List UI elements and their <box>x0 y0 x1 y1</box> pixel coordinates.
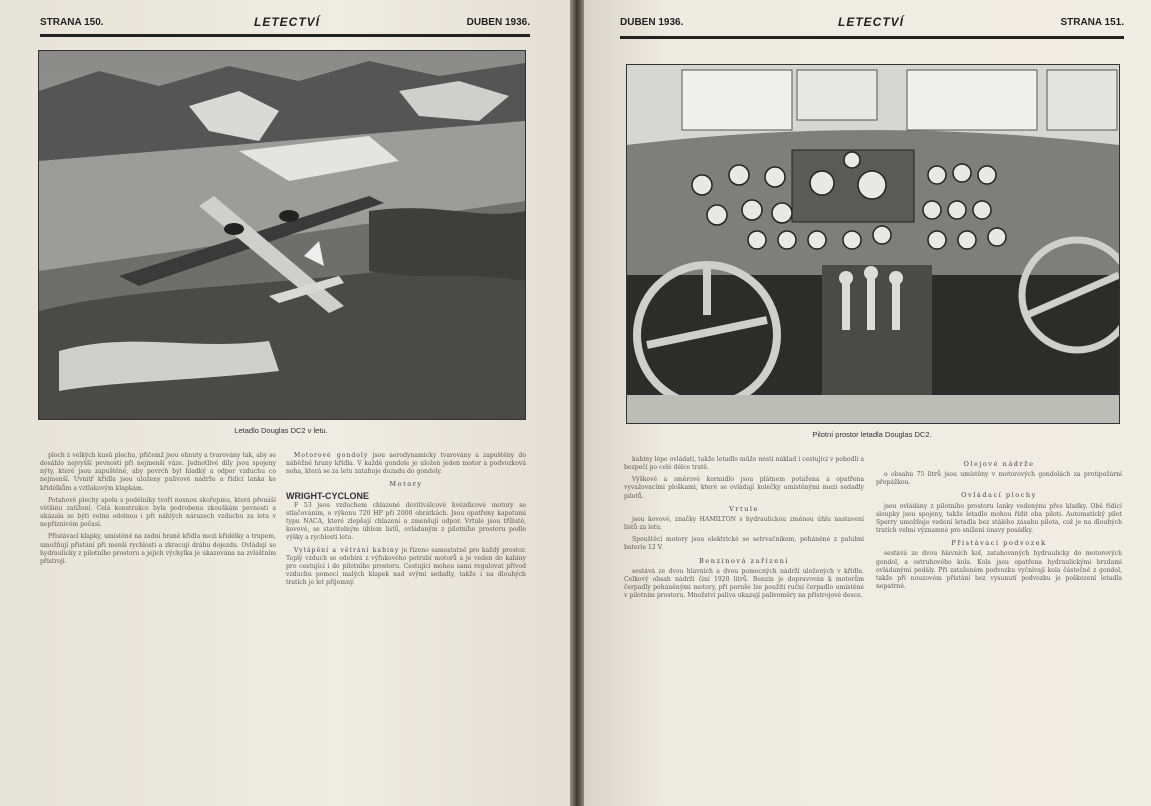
left-page-number: STRANA 150. <box>40 17 104 28</box>
paragraph: Přistávací klapky, umístěné na zadní hraně křídla mezi křidélky a trupem, umožňují přistání při menší rychlosti a zkracují dráhu dojezdu. Ovládají se hydraulicky z pilotního prostoru a jejich výchylka je ukazována na zvláštním přístroji. <box>40 533 276 565</box>
section-heading: Přistávací podvozek <box>951 539 1047 548</box>
right-header-rule <box>620 36 1124 39</box>
section-heading: Olejové nádrže <box>963 460 1035 468</box>
paragraph: Spouštěcí motory jsou elektrické se setrvačníkem, poháněné z palubní baterie 12 V. <box>624 536 864 552</box>
right-page-column-2 <box>876 456 1122 796</box>
paragraph: Výškové a směrové kormidlo jsou plátnem potažena a opatřena vyvažovacími ploškami, které se ovládají kolečky umístěnými mezi sedadly pilotů. <box>624 476 864 500</box>
left-header-rule <box>40 34 530 37</box>
section-heading-inline: Vytápění a větrání kabiny <box>294 546 400 554</box>
paragraph: kabiny lépe ovládati, takže letadlo může nésti náklad i cestující v pohodlí a bezpečí po celé délce tratě. <box>624 456 864 472</box>
right-date: DUBEN 1936. <box>620 17 684 28</box>
right-photo-caption: Pilotní prostor letadla Douglas DC2. <box>812 430 932 439</box>
aircraft-in-flight-photo <box>38 50 526 420</box>
paragraph: Potahové plechy spolu s podélníky tvoří nosnou skořepinu, která přenáší většinu zatížení. Celá konstrukce byla podrobena zkouškám pevnosti a ukázala se býti velmi odolnou i při náhlých nárazech vzduchu za letu v nepříznivém počasí. <box>40 496 276 529</box>
right-page <box>584 0 1151 806</box>
engine-name: WRIGHT-CYCLONE <box>286 490 369 501</box>
paragraph: ploch z velkých kusů plechu, přičemž jsou ohnuty a tvarovány tak, aby se dosáhlo nejvyšší pevnosti při nejmenší váze. Jednotlivé díly jsou spojeny nýty, které jsou zapuštěné, aby povrch byl hladký a odpor vzduchu co nejmenší. Uvnitř křídla jsou uloženy palivové nádrže a řídící lanka ke křidélkům a vztlakovým klapkám. <box>40 452 276 492</box>
left-magazine-logo: LETECTVÍ <box>254 15 321 29</box>
paragraph: o obsahu 75 litrů jsou umístěny v motorových gondolách za protipožární přepážkou. <box>876 471 1122 487</box>
paragraph: jsou kovové, značky HAMILTON s hydraulickou změnou úhlu nastavení listů za letu. <box>624 515 864 532</box>
paragraph: je řízeno samostatně pro každý prostor. Teplý vzduch se odebírá z výfukového potrubí motorů a je veden do kabiny pro cestující i do pilotního prostoru. Cestující mohou sami regulovat přívod vzduchu pomocí malých klapek nad svými sedadly, takže i na dlouhých tratích je let příjemný. <box>286 546 526 587</box>
section-heading: Benzinová zařízení <box>699 556 789 565</box>
paragraph: jsou ovládány z pilotního prostoru lanky vedenými přes kladky. Obě řídící sloupky jsou spojeny, takže letadlo mohou řídit oba piloti. Automatický pilot Sperry umožňuje vedení letadla bez stálého zásahu pilota, což je na dlouhých tratích velmi významné pro snížení únavy posádky. <box>876 502 1122 535</box>
section-heading-inline: Motorové gondoly <box>294 452 369 459</box>
left-date: DUBEN 1936. <box>466 17 530 28</box>
right-magazine-logo: LETECTVÍ <box>838 15 905 29</box>
left-page-column-2 <box>286 452 526 792</box>
left-photo-caption: Letadlo Douglas DC2 v letu. <box>234 426 328 435</box>
paragraph: F 53 jsou vzduchem chlazené devítiválcové hvězdicové motory se stlačováním, o výkonu 720 HP při 2000 obrátkách. Jsou opatřeny kapotami typu NACA, které zlepšují chlazení a zmenšují odpor. Vrtule jsou třílisté, kovové, se stavitelným úhlem listů, ovládaným z pilotního prostoru podle výšky a rychlosti letu. <box>286 501 526 542</box>
section-heading: Motory <box>389 480 423 489</box>
right-header <box>620 14 1124 32</box>
left-page-column-1 <box>40 452 276 792</box>
section-heading: Vrtule <box>729 504 759 513</box>
book-gutter <box>570 0 584 806</box>
cockpit-photo <box>626 64 1120 424</box>
section-heading: Ovládací plochy <box>961 491 1037 500</box>
right-page-column-1 <box>624 456 864 796</box>
right-page-number: STRANA 151. <box>1060 17 1124 28</box>
left-header <box>40 14 530 32</box>
paragraph: sestává ze dvou hlavních a dvou pomocných nádrží uložených v křídle. Celkový obsah nádrží činí 1920 litrů. Benzin je dopravován k motorům čerpadly poháněnými motory, při poruše lze použíti ruční čerpadlo umístěné v pilotním prostoru. Množství paliva ukazují palivoměry na přístrojové desce. <box>624 567 864 600</box>
paragraph: jsou aerodynamicky tvarovány a zapuštěny do náběžné hrany křídla. V každé gondole je uložen jeden motor a podvozková noha, která se za letu zatahuje dozadu do gondoly. <box>286 452 526 476</box>
left-page <box>0 0 570 806</box>
paragraph: sestává ze dvou hlavních kol, zatahovaných hydraulicky do motorových gondol, a ostruhového kola. Kola jsou opatřena hydraulickými brzdami ovládanými pedály. Při zataženém podvozku vyčnívají kola částečně z gondol, takže při nouzovém přistání bez vysunutí podvozku je poškození letadla nepatrné. <box>876 550 1122 591</box>
